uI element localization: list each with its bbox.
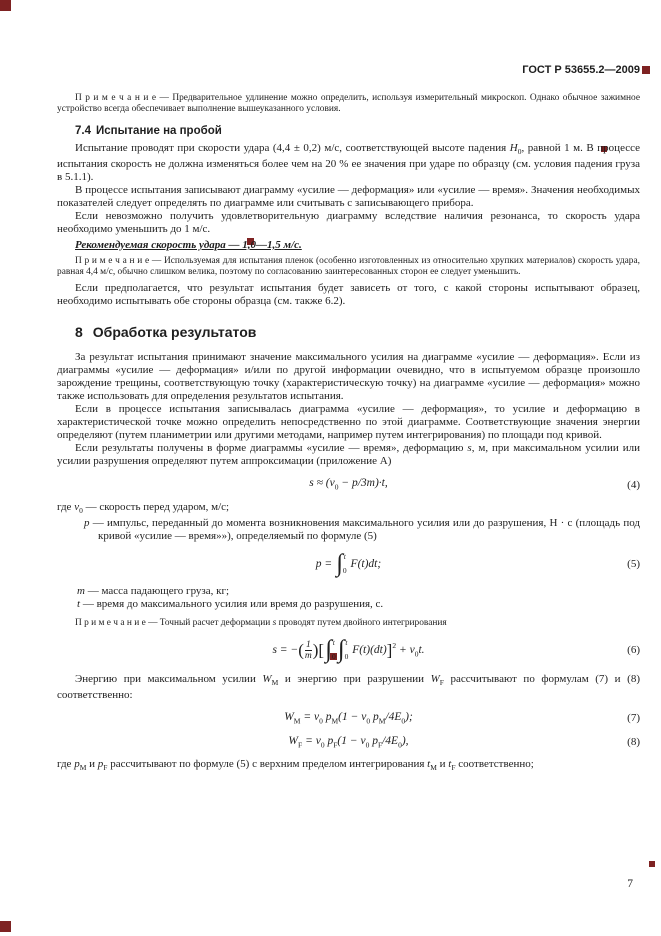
where-item [57, 585, 640, 598]
text-run: Энергию при максимальном усилии [75, 673, 263, 686]
text-run: /4E [382, 734, 399, 747]
section-number: 8 [75, 324, 83, 341]
note-paragraph: П р и м е ч а н и е — Предварительное удлинение можно определить, используя измерительный микроскоп. Однако обычное зажимное устройство всегда обеспечивает выполнение вышеуказанного условия. [57, 93, 640, 115]
text-run: F(t)dt; [347, 557, 382, 570]
formula-6 [57, 637, 640, 663]
scan-artifact-mark [0, 921, 11, 932]
variable: W [262, 673, 272, 686]
integral-upper-limit: t [343, 551, 346, 561]
variable: t [77, 597, 81, 610]
paragraph [57, 142, 640, 184]
paragraph [57, 442, 640, 468]
text-run: и [86, 757, 98, 770]
note-paragraph [57, 618, 640, 629]
text-run: p [369, 734, 378, 747]
section-title: Испытание на пробой [96, 124, 222, 137]
text-run: где [57, 500, 75, 513]
text-run: и [436, 757, 449, 770]
text-run: проводят путем двойного интегрирования [276, 617, 447, 628]
paragraph: Если в процессе испытания записывалась диаграмма «усилие — деформация», то усилие и деформацию в характеристической точке можно определить непосредственно по этой диаграмме. Соответствующие значения энергии определяют (путем планиметрии или другими методами, например путем интегрирования) по площади под кривой. [57, 403, 640, 442]
subscript: F [439, 678, 444, 688]
text-run: = v [300, 711, 320, 724]
formula-number: (6) [627, 644, 640, 657]
variable: H [509, 141, 518, 154]
text-run: − p/3m)·t, [338, 477, 388, 490]
variable: s [467, 442, 472, 455]
subscript: F [298, 739, 303, 749]
fraction-numerator: 1 [305, 639, 311, 650]
text-run: p [322, 711, 332, 724]
subscript: M [378, 716, 386, 726]
subscript: 0 [320, 739, 325, 749]
formula-body [284, 711, 413, 726]
text-run: — скорость перед ударом, м/с; [82, 500, 230, 513]
closing-paragraph [57, 758, 640, 774]
section-title: Обработка результатов [92, 324, 257, 341]
close-paren: ) [312, 640, 319, 660]
formula-8 [57, 735, 640, 749]
text-run: p = [315, 557, 336, 570]
section-7-4-heading [57, 125, 640, 137]
text-run: F(t)(dt) [349, 643, 387, 656]
fraction-denominator: m [304, 650, 312, 661]
variable: t [448, 757, 452, 770]
paragraph: Если предполагается, что результат испытания будет зависеть от того, с какой стороны испытывают образец, необходимо испытывать обе стороны образца (см. также 6.2). [57, 282, 640, 308]
page-number: 7 [627, 878, 633, 890]
subscript: F [103, 763, 108, 773]
text-run: p [370, 711, 379, 724]
section-8-heading [57, 324, 640, 340]
variable: m [77, 584, 85, 597]
subscript: 0 [365, 739, 370, 749]
subscript: M [293, 716, 301, 726]
subscript: 0 [401, 716, 406, 726]
subscript: 0 [334, 482, 339, 492]
text-run: Испытание проводят при скорости удара (4,4 ± 0,2) м/с, соответствующей высоте падения [75, 141, 510, 154]
integral-lower-limit: 0 [331, 652, 336, 662]
formula-5 [57, 551, 640, 577]
text-run: (1 − v [337, 734, 366, 747]
formula-7 [57, 711, 640, 725]
integral-upper-limit: t [332, 638, 335, 648]
variable: W [430, 673, 440, 686]
text-run: , равной 1 м. В процессе испытания скорость не должна изменяться более чем на 20 % ее значения при ударе по образцу (см. условия падения груза в 5.1.1). [57, 141, 641, 183]
superscript: 2 [392, 640, 397, 650]
recommendation-text: Рекомендуемая скорость удара — 1,0—1,5 м/с. [75, 238, 302, 251]
recommendation-line [57, 239, 640, 252]
text-run: W [284, 711, 294, 724]
text-run: s ≈ (v [309, 477, 335, 490]
text-run: (1 − v [338, 711, 367, 724]
text-run: П р и м е ч а н и е — Точный расчет деформации [75, 617, 273, 628]
integral-sign: ∫ t 0 [336, 549, 347, 577]
scan-artifact-mark [649, 861, 655, 867]
text-run: где [57, 757, 75, 770]
where-list [57, 585, 640, 611]
text-run: W [288, 734, 299, 747]
formula-4 [57, 477, 640, 491]
text-run: ), [401, 734, 409, 747]
fraction [305, 640, 312, 661]
formula-number: (4) [627, 478, 640, 491]
text-run: — импульс, переданный до момента возникновения максимального усилия или до разрушения, Н · с (площадь под кривой «усилие — время»»), определяемый по формуле (5) [89, 516, 640, 542]
formula-body [315, 549, 382, 577]
subscript: M [271, 678, 279, 688]
note-paragraph: П р и м е ч а н и е — Используемая для испытания пленок (особенно изготовленных из относительно хрупких материалов) скорость удара, равная 4,4 м/с, обычно слишком велика, поэтому по согласованию заинтересованных сторон ее следует уменьшить. [57, 255, 640, 278]
document-header: ГОСТ Р 53655.2—2009 [522, 64, 640, 76]
where-list [57, 501, 640, 543]
text-run: ); [405, 711, 413, 724]
subscript: M [430, 763, 437, 773]
subscript: F [377, 739, 383, 749]
integral-lower-limit: 0 [344, 652, 349, 662]
subscript: F [333, 739, 338, 749]
section-number: 7.4 [75, 124, 91, 137]
text-run: t. [418, 643, 425, 656]
where-item [57, 598, 640, 611]
text-run: Если результаты получены в форме диаграммы «усилие — время», деформацию [75, 442, 468, 455]
paragraph: За результат испытания принимают значение максимального усилия на диаграмме «усилие — деформация». Если из диаграммы «усилие — деформация» и/или по другой информации очевидно, что в испытуемом образце произошло зарождение трещины, соответствующую точку (характеристическую точку) на диаграмме «усилие — деформация» можно также использовать для определения результатов испытания. [57, 351, 640, 403]
paragraph [57, 673, 640, 702]
subscript: M [79, 763, 87, 773]
subscript: 0 [366, 716, 371, 726]
formula-number: (5) [627, 557, 640, 570]
integral-lower-limit: 0 [342, 565, 347, 575]
text-run: s = − [272, 643, 299, 656]
text-run: рассчитывают по формуле (5) с верхним пределом интегрирования [107, 757, 428, 770]
variable: p [97, 757, 104, 770]
formula-body [272, 636, 425, 664]
formula-number: (7) [627, 712, 640, 725]
text-run: рассчитывают по формулам (7) и (8) соответственно: [57, 673, 640, 702]
integral-upper-limit: t [345, 638, 348, 648]
text-run: , м, при максимальном усилии или усилии разрушения определяют путем аппроксимации (приложение А) [57, 442, 640, 468]
integral-sign: ∫ t 0 [337, 636, 349, 664]
subscript: 0 [398, 739, 402, 749]
page-content [57, 64, 640, 774]
subscript: 0 [319, 716, 323, 726]
text-run: и энергию при разрушении [278, 673, 431, 686]
formula-body [288, 735, 408, 747]
subscript: M [331, 716, 339, 726]
variable: p [74, 757, 80, 770]
text-run: = v [302, 734, 321, 747]
scan-artifact-mark [642, 66, 650, 74]
text-run: + v [396, 643, 415, 656]
variable: v [74, 500, 80, 513]
subscript: 0 [79, 505, 83, 515]
variable: t [427, 757, 431, 770]
paragraph: В процессе испытания записывают диаграмму «усилие — деформация» или «усилие — время». Значения необходимых показателей следует определять по диаграмме или считывать с записывающего прибора. [57, 183, 640, 209]
integral-sign: ∫ t 0 [325, 636, 336, 664]
open-bracket: [ [318, 640, 325, 660]
text-run: /4E [385, 711, 402, 724]
formula-body [309, 477, 388, 492]
subscript: 0 [414, 649, 419, 659]
paragraph: Если невозможно получить удовлетворительную диаграмму вследствие наличия резонанса, то скорость удара необходимо уменьшить до 1 м/с. [57, 209, 640, 235]
subscript: F [451, 763, 456, 773]
subscript: 0 [517, 146, 522, 156]
text-run: p [324, 734, 334, 747]
where-item [57, 517, 640, 543]
formula-number: (8) [627, 735, 640, 748]
where-item [57, 501, 640, 517]
scan-artifact-mark [0, 0, 11, 11]
open-paren: ( [298, 640, 304, 660]
variable: p [84, 516, 90, 529]
text-run: соответственно; [455, 757, 534, 770]
variable: s [272, 617, 277, 628]
text-run: — масса падающего груза, кг; [84, 584, 230, 597]
close-bracket: ] [386, 640, 393, 660]
text-run: — время до максимального усилия или время до разрушения, с. [80, 597, 384, 610]
